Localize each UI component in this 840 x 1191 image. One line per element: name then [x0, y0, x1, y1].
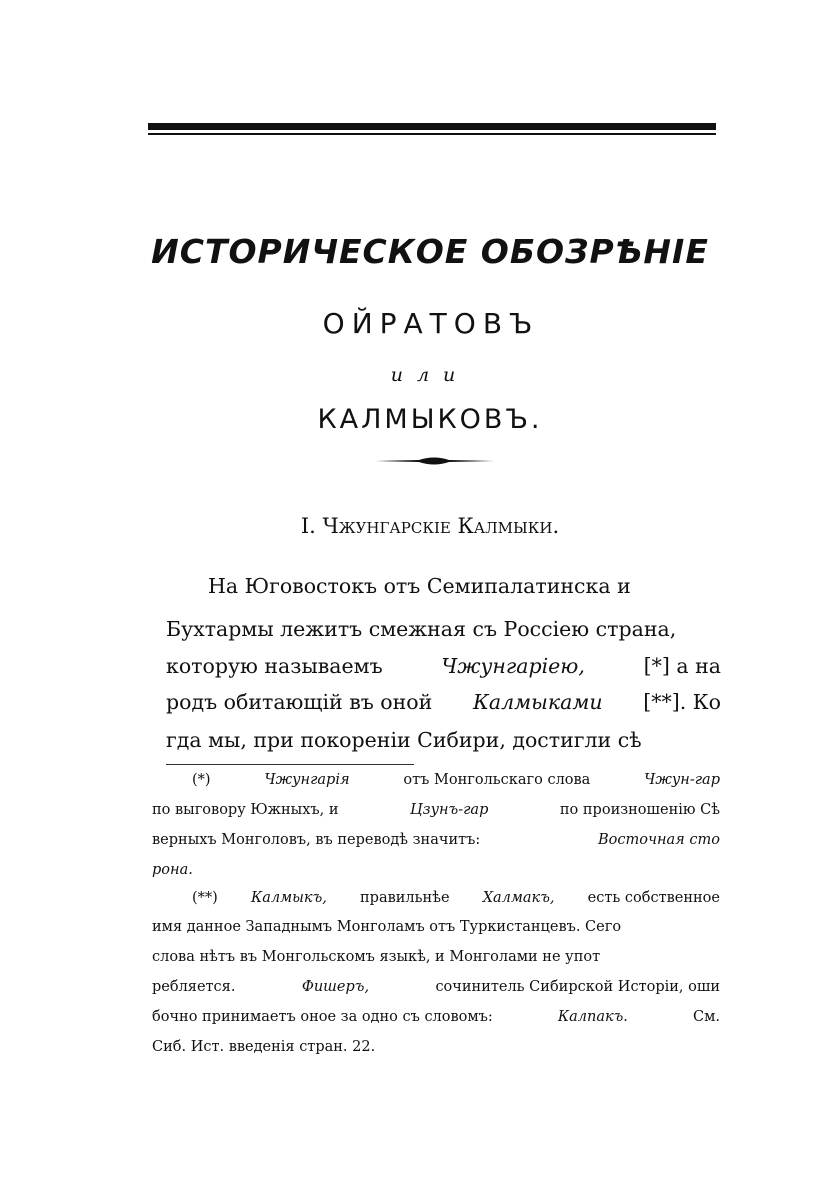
title-line-3: или: [390, 364, 470, 386]
body-text: Бухтармы лежитъ смежная съ Россіею страна,: [166, 617, 677, 641]
ornament-divider: [374, 454, 494, 468]
body-text: которую называемъ: [166, 654, 383, 678]
footnote-marker: (*): [192, 772, 211, 788]
footnote-line: [152, 766, 720, 795]
chapter-heading: I. Чжунгарскіе Калмыки.: [300, 514, 560, 538]
title-line-2: ОЙРАТОВЪ: [322, 307, 540, 340]
footnote-line: [152, 1033, 720, 1062]
footnote-italic: Цзунъ-гар: [410, 802, 489, 818]
body-line-1: [166, 568, 721, 604]
footnote-line: [152, 973, 720, 1002]
footnote-text: сочинитель Сибирской Исторіи, оши: [435, 979, 720, 995]
footnote-text: бочно принимаетъ оное за одно съ словомъ:: [152, 1009, 493, 1025]
footnote-text: правильнѣе: [360, 890, 450, 906]
footnote-line: [152, 1003, 720, 1032]
footnote-line: [152, 826, 720, 855]
body-text: На Юговостокъ отъ Семипалатинска и: [208, 574, 631, 598]
body-text: [*] а на: [643, 654, 721, 678]
body-italic: Чжунгаріею,: [441, 654, 585, 678]
footnote-text: ребляется.: [152, 979, 236, 995]
title-line-4: КАЛМЫКОВЪ.: [317, 404, 543, 435]
header-rule-thick: [148, 123, 716, 130]
body-line-3: [166, 648, 721, 684]
footnote-marker: (**): [192, 890, 218, 906]
footnote-line: [152, 856, 720, 885]
footnote-text: слова нѣтъ въ Монгольскомъ языкѣ, и Монголами не упот: [152, 949, 601, 965]
footnote-italic: рона.: [152, 862, 193, 878]
footnote-text: есть собственное: [587, 890, 720, 906]
footnote-text: по произношенію Сѣ: [559, 802, 720, 818]
footnote-italic: Калмыкъ,: [250, 890, 327, 906]
footnote-text: верныхъ Монголовъ, въ переводѣ значитъ:: [152, 832, 481, 848]
header-rule-thin: [148, 133, 716, 135]
footnote-text: отъ Монгольскаго слова: [403, 772, 591, 788]
footnote-separator: [166, 764, 414, 765]
body-text: [**]. Ко: [643, 690, 721, 714]
footnote-text: имя данное Западнымъ Монголамъ отъ Туркистанцевъ. Сего: [152, 919, 622, 935]
footnote-italic: Фишеръ,: [301, 979, 370, 995]
title-line-1: ИСТОРИЧЕСКОЕ ОБОЗРѢНІЕ: [151, 232, 709, 271]
footnote-line: [152, 943, 720, 972]
body-text: родъ обитающій въ оной: [166, 690, 433, 714]
footnote-text: См.: [693, 1009, 720, 1025]
body-line-5: [166, 722, 721, 758]
footnote-line: [152, 913, 720, 942]
body-line-4: [166, 684, 721, 720]
body-line-2: [166, 611, 721, 647]
body-italic: Калмыками: [473, 690, 603, 714]
footnote-text: Сиб. Ист. введенія стран. 22.: [152, 1039, 376, 1055]
footnote-italic: Калпакъ.: [557, 1009, 628, 1025]
footnote-italic: Восточная сто: [597, 832, 720, 848]
footnote-italic: Халмакъ,: [482, 890, 555, 906]
footnote-italic: Чжунгарія: [264, 772, 350, 788]
footnote-line: [152, 884, 720, 913]
body-text: гда мы, при покореніи Сибири, достигли сѣ: [166, 728, 642, 752]
footnote-italic: Чжун-гар: [644, 772, 720, 788]
footnote-line: [152, 796, 720, 825]
footnote-text: по выговору Южныхъ, и: [152, 802, 339, 818]
